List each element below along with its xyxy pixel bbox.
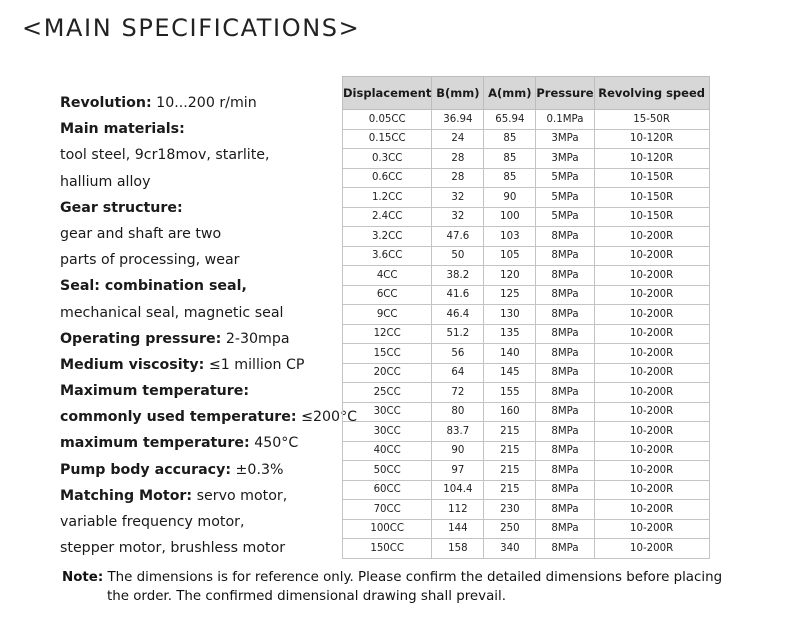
spec-line	[60, 221, 340, 247]
table-row	[343, 441, 710, 461]
table-cell: 144	[432, 519, 484, 539]
table-row	[343, 461, 710, 481]
specifications-table	[342, 76, 710, 559]
table-cell: 9CC	[343, 305, 432, 325]
table-cell: 72	[432, 383, 484, 403]
table-cell: 40CC	[343, 441, 432, 461]
spec-line	[60, 352, 340, 378]
table-cell: 10-200R	[594, 227, 709, 247]
table-cell: 10-200R	[594, 519, 709, 539]
spec-line	[60, 457, 340, 483]
table-cell: 10-150R	[594, 168, 709, 188]
table-cell: 10-200R	[594, 285, 709, 305]
table-cell: 120	[484, 266, 536, 286]
table-cell: 3.2CC	[343, 227, 432, 247]
spec-line	[60, 90, 340, 116]
spec-line	[60, 300, 340, 326]
table-cell: 112	[432, 500, 484, 520]
table-cell: 56	[432, 344, 484, 364]
table-cell: 160	[484, 402, 536, 422]
note-line-1: The dimensions is for reference only. Please confirm the detailed dimensions before placing	[103, 570, 723, 585]
table-cell: 8MPa	[536, 441, 594, 461]
table-cell: 30CC	[343, 402, 432, 422]
table-row	[343, 383, 710, 403]
spec-value: servo motor,	[192, 487, 288, 504]
table-row	[343, 149, 710, 169]
table-cell: 150CC	[343, 539, 432, 559]
table-cell: 8MPa	[536, 402, 594, 422]
table-cell: 64	[432, 363, 484, 383]
table-cell: 8MPa	[536, 227, 594, 247]
table-cell: 15CC	[343, 344, 432, 364]
spec-value: mechanical seal, magnetic seal	[60, 304, 284, 321]
table-cell: 2.4CC	[343, 207, 432, 227]
table-cell: 103	[484, 227, 536, 247]
table-row	[343, 266, 710, 286]
table-cell: 50	[432, 246, 484, 266]
table-cell: 10-200R	[594, 480, 709, 500]
spec-label: Operating pressure:	[60, 330, 222, 347]
table-cell: 97	[432, 461, 484, 481]
table-cell: 104.4	[432, 480, 484, 500]
table-cell: 25CC	[343, 383, 432, 403]
spec-line	[60, 142, 340, 168]
table-cell: 8MPa	[536, 305, 594, 325]
table-cell: 100CC	[343, 519, 432, 539]
table-cell: 38.2	[432, 266, 484, 286]
table-row	[343, 402, 710, 422]
table-cell: 12CC	[343, 324, 432, 344]
spec-label: Seal: combination seal,	[60, 278, 247, 295]
table-row	[343, 363, 710, 383]
table-cell: 105	[484, 246, 536, 266]
table-cell: 51.2	[432, 324, 484, 344]
table-cell: 10-200R	[594, 266, 709, 286]
table-row	[343, 110, 710, 130]
table-cell: 3MPa	[536, 129, 594, 149]
table-cell: 215	[484, 461, 536, 481]
table-row	[343, 285, 710, 305]
table-cell: 0.1MPa	[536, 110, 594, 130]
table-cell: 8MPa	[536, 324, 594, 344]
table-row	[343, 305, 710, 325]
table-row	[343, 246, 710, 266]
table-cell: 10-200R	[594, 305, 709, 325]
table-cell: 10-200R	[594, 539, 709, 559]
table-cell: 10-200R	[594, 344, 709, 364]
spec-label: Medium viscosity:	[60, 356, 205, 373]
table-row	[343, 129, 710, 149]
specifications-list	[60, 90, 358, 561]
spec-line	[60, 169, 340, 195]
table-cell: 5MPa	[536, 207, 594, 227]
table-cell: 8MPa	[536, 519, 594, 539]
table-row	[343, 539, 710, 559]
note-block	[62, 568, 762, 606]
spec-value: 450°C	[249, 435, 299, 452]
table-cell: 41.6	[432, 285, 484, 305]
table-row	[343, 500, 710, 520]
table-row	[343, 188, 710, 208]
spec-label: Pump body accuracy:	[60, 461, 232, 478]
table-cell: 8MPa	[536, 344, 594, 364]
table-cell: 0.15CC	[343, 129, 432, 149]
table-row	[343, 324, 710, 344]
table-cell: 0.05CC	[343, 110, 432, 130]
table-cell: 158	[432, 539, 484, 559]
table-cell: 250	[484, 519, 536, 539]
table-cell: 8MPa	[536, 363, 594, 383]
table-cell: 135	[484, 324, 536, 344]
note-label: Note:	[62, 570, 104, 585]
table-header-cell: B(mm)	[432, 77, 484, 110]
table-header-row	[343, 77, 710, 110]
table-cell: 10-200R	[594, 500, 709, 520]
spec-value: hallium alloy	[60, 173, 151, 190]
table-row	[343, 422, 710, 442]
table-cell: 80	[432, 402, 484, 422]
table-cell: 8MPa	[536, 500, 594, 520]
table-cell: 85	[484, 168, 536, 188]
table-cell: 24	[432, 129, 484, 149]
table-cell: 6CC	[343, 285, 432, 305]
table-cell: 15-50R	[594, 110, 709, 130]
table-cell: 10-200R	[594, 383, 709, 403]
table-row	[343, 227, 710, 247]
table-row	[343, 519, 710, 539]
spec-value: ≤200°C	[296, 409, 358, 426]
table-cell: 85	[484, 129, 536, 149]
table-body	[343, 110, 710, 559]
table-cell: 145	[484, 363, 536, 383]
table-cell: 4CC	[343, 266, 432, 286]
table-cell: 32	[432, 188, 484, 208]
spec-line	[60, 509, 340, 535]
table-cell: 10-150R	[594, 188, 709, 208]
table-cell: 8MPa	[536, 383, 594, 403]
table-cell: 28	[432, 149, 484, 169]
spec-value: variable frequency motor,	[60, 514, 245, 530]
table-cell: 83.7	[432, 422, 484, 442]
table-cell: 90	[432, 441, 484, 461]
table-cell: 3.6CC	[343, 246, 432, 266]
spec-line	[60, 535, 340, 561]
table-cell: 32	[432, 207, 484, 227]
table-cell: 215	[484, 441, 536, 461]
table-cell: 5MPa	[536, 168, 594, 188]
spec-value: 10...200 r/min	[151, 95, 257, 111]
table-cell: 125	[484, 285, 536, 305]
table-cell: 10-200R	[594, 246, 709, 266]
spec-label: Maximum temperature:	[60, 383, 250, 400]
table-cell: 215	[484, 422, 536, 442]
table-cell: 0.6CC	[343, 168, 432, 188]
table-cell: 65.94	[484, 110, 536, 130]
table-cell: 10-200R	[594, 363, 709, 383]
table-cell: 10-120R	[594, 129, 709, 149]
spec-value: ±0.3%	[231, 461, 284, 478]
table-cell: 1.2CC	[343, 188, 432, 208]
table-cell: 10-200R	[594, 441, 709, 461]
table-cell: 8MPa	[536, 461, 594, 481]
table-cell: 10-200R	[594, 422, 709, 442]
table-cell: 36.94	[432, 110, 484, 130]
spec-line	[60, 326, 340, 352]
table-cell: 215	[484, 480, 536, 500]
table-cell: 47.6	[432, 227, 484, 247]
table-cell: 100	[484, 207, 536, 227]
spec-label: Matching Motor:	[60, 487, 193, 504]
table-header-cell: A(mm)	[484, 77, 536, 110]
table-cell: 5MPa	[536, 188, 594, 208]
spec-label: maximum temperature:	[60, 435, 250, 452]
table-header-cell: Displacement	[343, 77, 432, 110]
table-cell: 340	[484, 539, 536, 559]
spec-label: Main materials:	[60, 121, 185, 138]
spec-value: tool steel, 9cr18mov, starlite,	[60, 147, 270, 164]
table-header-cell: Revolving speed	[594, 77, 709, 110]
table-cell: 90	[484, 188, 536, 208]
note-line-2: the order. The confirmed dimensional drawing shall prevail.	[107, 589, 506, 604]
table-row	[343, 480, 710, 500]
table-cell: 85	[484, 149, 536, 169]
table-cell: 230	[484, 500, 536, 520]
table-cell: 8MPa	[536, 422, 594, 442]
spec-label: Gear structure:	[60, 199, 183, 216]
spec-line	[60, 116, 340, 142]
table-cell: 10-150R	[594, 207, 709, 227]
table-cell: 155	[484, 383, 536, 403]
table-cell: 10-200R	[594, 324, 709, 344]
table-row	[343, 207, 710, 227]
spec-line	[60, 195, 340, 221]
table-cell: 20CC	[343, 363, 432, 383]
table-cell: 3MPa	[536, 149, 594, 169]
table-cell: 8MPa	[536, 266, 594, 286]
spec-value: ≤1 million CP	[204, 356, 305, 373]
table-cell: 10-200R	[594, 461, 709, 481]
table-cell: 46.4	[432, 305, 484, 325]
table-cell: 10-200R	[594, 402, 709, 422]
table-cell: 130	[484, 305, 536, 325]
table-row	[343, 344, 710, 364]
table-cell: 60CC	[343, 480, 432, 500]
table-header-cell: Pressure	[536, 77, 594, 110]
table-cell: 10-120R	[594, 149, 709, 169]
spec-value: 2-30mpa	[221, 330, 290, 347]
spec-line	[60, 247, 340, 273]
spec-value: gear and shaft are two	[60, 225, 222, 242]
spec-value: stepper motor, brushless motor	[60, 540, 286, 557]
table-cell: 140	[484, 344, 536, 364]
spec-line	[60, 430, 340, 456]
spec-line	[60, 273, 340, 299]
table-cell: 8MPa	[536, 480, 594, 500]
page-heading: <MAIN SPECIFICATIONS>	[22, 14, 361, 42]
spec-value: parts of processing, wear	[60, 252, 240, 269]
table-cell: 8MPa	[536, 246, 594, 266]
table-cell: 30CC	[343, 422, 432, 442]
spec-line	[60, 404, 358, 430]
spec-line	[60, 378, 340, 404]
table-cell: 8MPa	[536, 539, 594, 559]
spec-label: Revolution:	[60, 95, 152, 111]
table-row	[343, 168, 710, 188]
table-cell: 50CC	[343, 461, 432, 481]
table-cell: 70CC	[343, 500, 432, 520]
spec-label: commonly used temperature:	[60, 409, 297, 426]
table-cell: 0.3CC	[343, 149, 432, 169]
table-cell: 28	[432, 168, 484, 188]
table-cell: 8MPa	[536, 285, 594, 305]
spec-line	[60, 483, 340, 509]
